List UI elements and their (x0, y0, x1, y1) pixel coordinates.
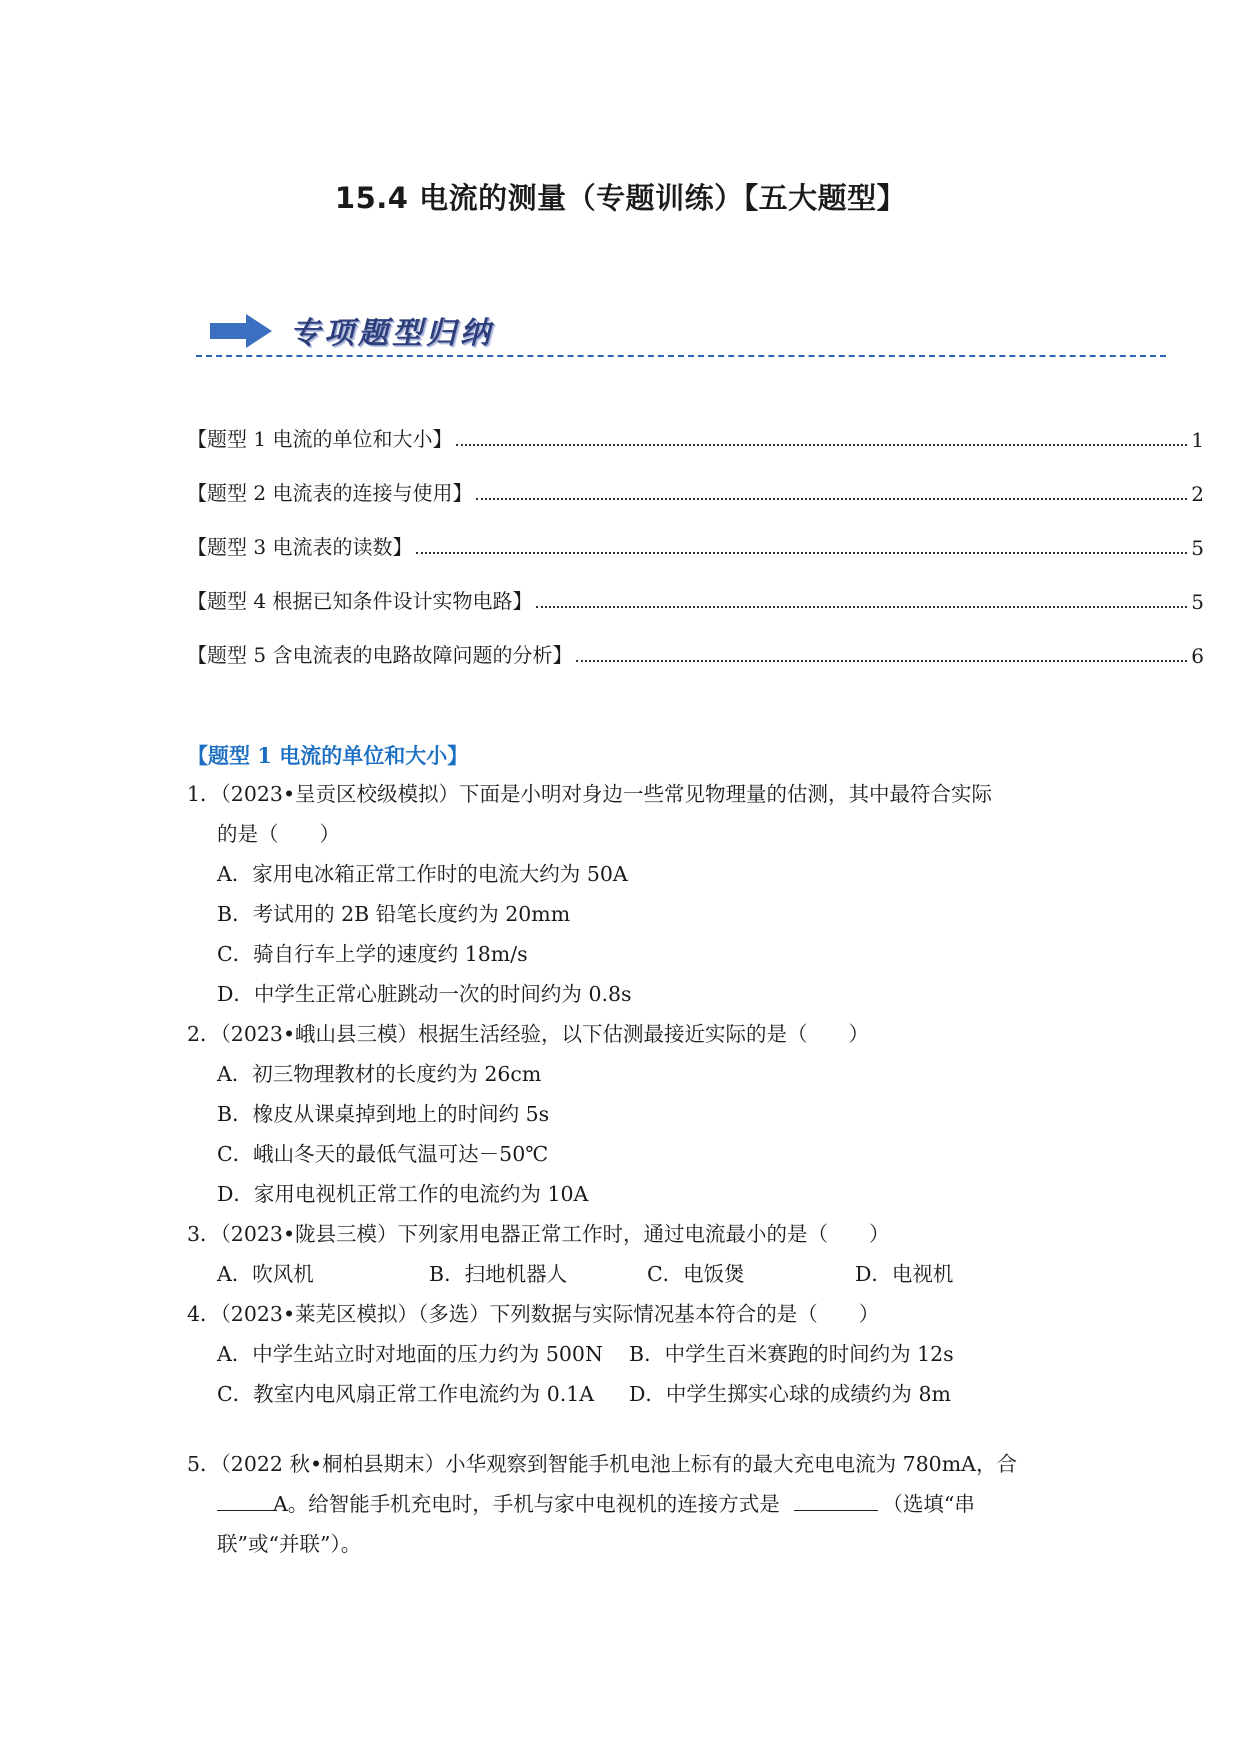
toc-label: 【题型 2 电流表的连接与使用】 (187, 481, 473, 505)
answer-blank[interactable] (217, 1486, 273, 1511)
question-4-stem: 4．（2023•莱芜区模拟）（多选）下列数据与实际情况基本符合的是（ ） (187, 1302, 880, 1326)
toc-label: 【题型 5 含电流表的电路故障问题的分析】 (187, 643, 573, 667)
option: C．电饭煲 (647, 1262, 745, 1286)
toc-item[interactable] (187, 452, 1204, 506)
toc-page: 5 (1191, 536, 1204, 560)
option: B．考试用的 2B 铅笔长度约为 20mm (217, 902, 571, 926)
option-row (187, 1254, 1067, 1294)
toc-page: 1 (1191, 428, 1204, 452)
question-1-stem-cont: 的是（ ） (217, 822, 340, 846)
toc-leader (536, 606, 1187, 608)
arrow-icon (210, 314, 272, 348)
toc-label: 【题型 3 电流表的读数】 (187, 535, 413, 559)
option: C．教室内电风扇正常工作电流约为 0.1A (217, 1382, 595, 1406)
toc-leader (416, 552, 1187, 554)
question-5-stem-cont (187, 1484, 1067, 1524)
toc-page: 6 (1191, 644, 1204, 668)
question-2-stem: 2．（2023•峨山县三模）根据生活经验，以下估测最接近实际的是（ ） (187, 1022, 870, 1046)
toc-item[interactable] (187, 398, 1204, 452)
toc-item[interactable] (187, 506, 1204, 560)
toc-page: 2 (1191, 482, 1204, 506)
banner-divider (196, 355, 1166, 357)
option: A．初三物理教材的长度约为 26cm (217, 1062, 542, 1086)
toc-item[interactable] (187, 614, 1204, 668)
banner-title: 专项题型归纳 (290, 316, 494, 351)
section-heading: 【题型 1 电流的单位和大小】 (187, 743, 469, 768)
option-row (187, 1374, 1067, 1414)
option: A．家用电冰箱正常工作时的电流大约为 50A (217, 862, 628, 886)
question-3-stem: 3．（2023•陇县三模）下列家用电器正常工作时，通过电流最小的是（ ） (187, 1222, 890, 1246)
option: A．中学生站立时对地面的压力约为 500N (217, 1342, 603, 1366)
option: B．扫地机器人 (429, 1262, 568, 1286)
section-banner (210, 308, 1170, 356)
option: D．中学生掷实心球的成绩约为 8m (629, 1382, 951, 1406)
question-5-stem: 5．（2022 秋•桐柏县期末）小华观察到智能手机电池上标有的最大充电电流为 780mA，合 (187, 1452, 1017, 1476)
option: D．中学生正常心脏跳动一次的时间约为 0.8s (217, 982, 632, 1006)
question-1-stem: 1．（2023•呈贡区校级模拟）下面是小明对身边一些常见物理量的估测，其中最符合实际 (187, 782, 993, 806)
question-list (187, 774, 1067, 1564)
toc-page: 5 (1191, 590, 1204, 614)
option: A．吹风机 (217, 1262, 314, 1286)
option-row (187, 1334, 1067, 1374)
option: C．骑自行车上学的速度约 18m/s (217, 942, 528, 966)
question-5-stem-end: 联”或“并联”）。 (217, 1532, 362, 1556)
toc-leader (456, 444, 1187, 446)
toc-label: 【题型 4 根据已知条件设计实物电路】 (187, 589, 533, 613)
toc-label: 【题型 1 电流的单位和大小】 (187, 427, 453, 451)
option: B．中学生百米赛跑的时间约为 12s (629, 1342, 954, 1366)
answer-blank[interactable] (794, 1486, 878, 1511)
option: D．家用电视机正常工作的电流约为 10A (217, 1182, 589, 1206)
option: B．橡皮从课桌掉到地上的时间约 5s (217, 1102, 550, 1126)
table-of-contents (187, 398, 1204, 668)
spacer (187, 1414, 1067, 1444)
toc-leader (576, 660, 1187, 662)
option: D．电视机 (855, 1262, 954, 1286)
q5-text-b: （选填“串 (882, 1492, 975, 1516)
toc-leader (476, 498, 1187, 500)
page-title: 15.4 电流的测量（专题训练）【五大题型】 (334, 181, 907, 215)
q5-text-a: A。给智能手机充电时，手机与家中电视机的连接方式是 (273, 1492, 780, 1516)
option: C．峨山冬天的最低气温可达－50℃ (217, 1142, 549, 1166)
toc-item[interactable] (187, 560, 1204, 614)
